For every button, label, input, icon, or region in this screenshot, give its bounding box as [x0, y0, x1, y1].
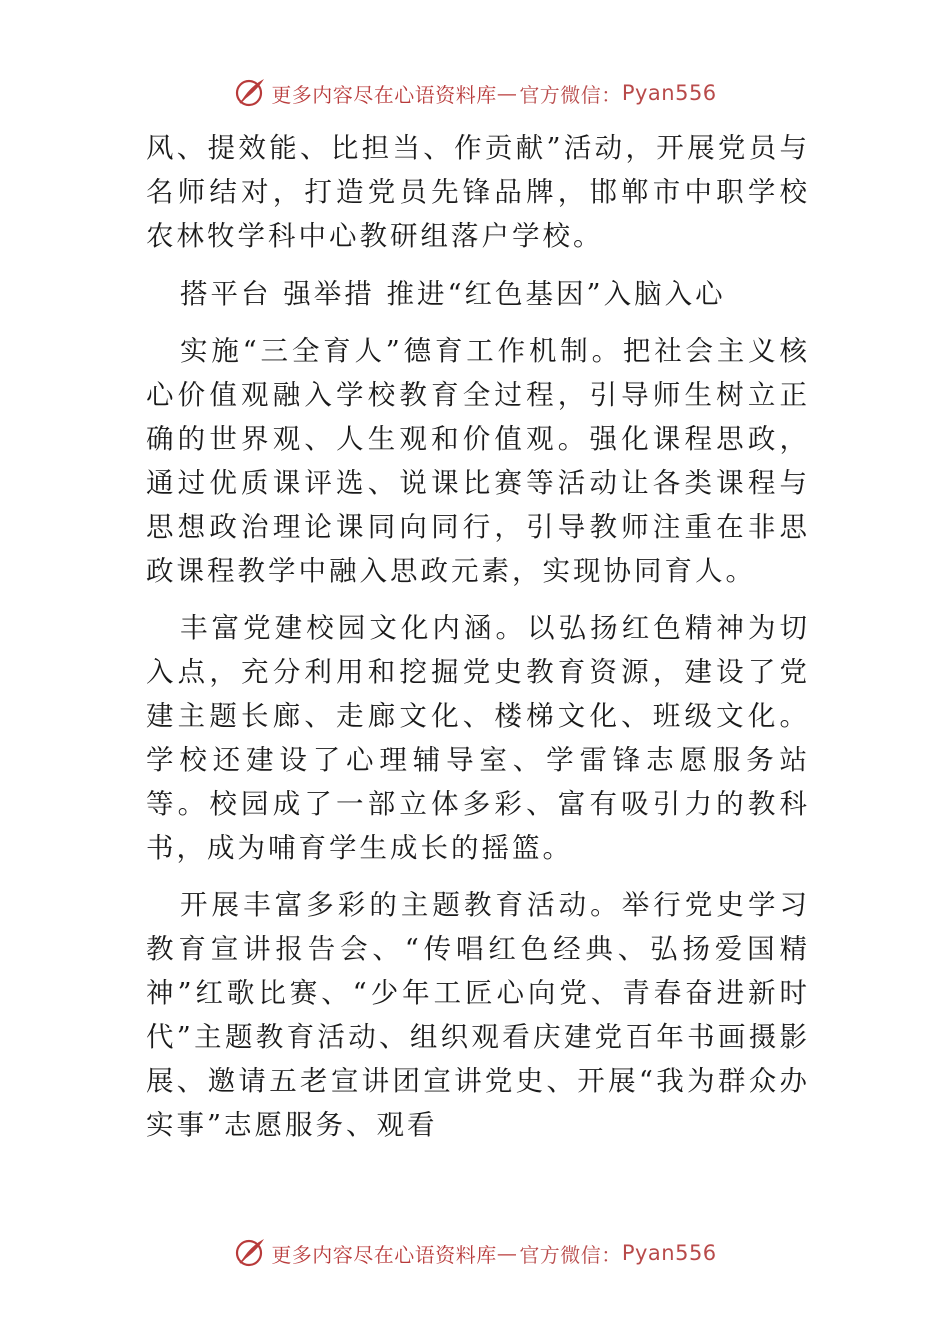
banner-main-text: 更多内容尽在心语资料库 — [271, 82, 497, 107]
paragraph-theme-activities: 开展丰富多彩的主题教育活动。举行党史学习教育宣讲报告会、“传唱红色经典、弘扬爱国精神”红歌比赛、“少年工匠心向党、青春奋进新时代”主题教育活动、组织观看庆建党百年书画摄影展、邀请五老宣讲团宣讲党史、开展“我为群众办实事”志愿服务、观看 — [146, 889, 810, 1141]
banner-wechat-label: 官方微信： — [519, 1242, 622, 1267]
banner-main-text: 更多内容尽在心语资料库 — [271, 1242, 497, 1267]
banner-wechat-id: Pyan556 — [621, 1241, 717, 1265]
quill-pen-circle-icon — [233, 76, 267, 110]
header-banner — [0, 70, 950, 116]
banner-wechat-label: 官方微信： — [519, 82, 622, 107]
document-body — [146, 126, 810, 1147]
section-heading: 搭平台 强举措 推进“红色基因”入脑入心 — [180, 278, 726, 310]
banner-dash: — — [496, 81, 518, 105]
banner-wechat-id: Pyan556 — [621, 81, 717, 105]
paragraph-campus-culture: 丰富党建校园文化内涵。以弘扬红色精神为切入点，充分利用和挖掘党史教育资源，建设了党建主题长廊、走廊文化、楼梯文化、班级文化。学校还建设了心理辅导室、学雷锋志愿服务站等。校园成了一部立体多彩、富有吸引力的教科书，成为哺育学生成长的摇篮。 — [146, 612, 810, 864]
banner-dash: — — [496, 1241, 518, 1265]
footer-banner — [0, 1230, 950, 1276]
paragraph-moral-education: 实施“三全育人”德育工作机制。把社会主义核心价值观融入学校教育全过程，引导师生树立正确的世界观、人生观和价值观。强化课程思政，通过优质课评选、说课比赛等活动让各类课程与思想政治理论课同向同行，引导教师注重在非思政课程教学中融入思政元素，实现协同育人。 — [146, 335, 810, 587]
paragraph-continuation: 风、提效能、比担当、作贡献”活动，开展党员与名师结对，打造党员先锋品牌，邯郸市中职学校农林牧学科中心教研组落户学校。 — [146, 132, 810, 252]
quill-pen-circle-icon — [233, 1236, 267, 1270]
